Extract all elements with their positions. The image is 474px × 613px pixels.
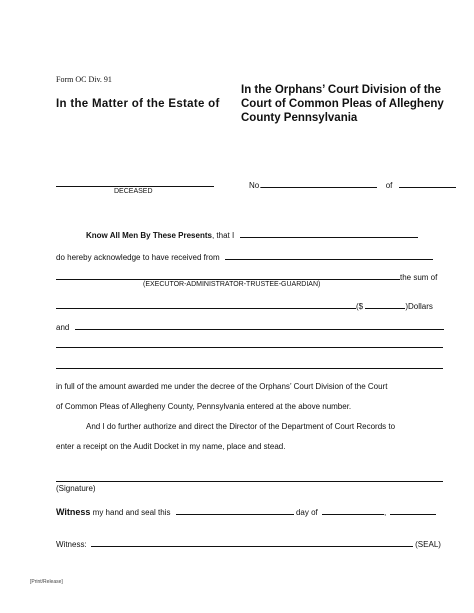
payer-name-field[interactable]: [225, 250, 433, 260]
case-number-field[interactable]: [261, 178, 377, 188]
no-label: No.: [249, 181, 262, 190]
court-line-2: Court of Common Pleas of Allegheny: [241, 98, 444, 110]
seal-day-field[interactable]: [176, 505, 294, 515]
deceased-label: DECEASED: [114, 188, 153, 195]
day-of-label: day of: [295, 508, 318, 517]
and-field[interactable]: [75, 320, 444, 330]
blank-line-1[interactable]: [56, 347, 443, 348]
case-number-row: [249, 178, 456, 190]
court-line-1: In the Orphans’ Court Division of the: [241, 84, 441, 96]
court-line-3: County Pennsylvania: [241, 112, 358, 124]
body-line-4: enter a receipt on the Audit Docket in my name, place and stead.: [56, 442, 286, 451]
witness-signature-field[interactable]: [91, 537, 413, 547]
sum-label: the sum of: [400, 273, 438, 282]
body-line-3: And I do further authorize and direct the Director of the Department of Court Records to: [86, 422, 396, 431]
case-term-field[interactable]: [399, 178, 456, 188]
seal-label: (SEAL): [415, 540, 441, 549]
witness-label: Witness:: [56, 540, 87, 549]
receiver-name-field[interactable]: [240, 228, 418, 238]
seal-year-field[interactable]: [390, 505, 436, 515]
matter-title: In the Matter of the Estate of: [56, 98, 220, 110]
witness-row: [56, 505, 436, 517]
deceased-name-line[interactable]: [56, 186, 214, 187]
know-all-row: [86, 228, 418, 240]
acknowledge-row: [56, 250, 433, 262]
seal-month-field[interactable]: [322, 505, 387, 517]
know-all-bold: Know All Men By These Presents: [86, 231, 212, 240]
and-label: and: [56, 323, 70, 332]
witness-text: my hand and seal this: [90, 508, 171, 517]
witness-bold: Witness: [56, 507, 91, 517]
signature-label: (Signature): [56, 484, 96, 493]
footer-stamp: [Print/Release]: [30, 579, 63, 585]
signature-line[interactable]: [56, 481, 443, 482]
role-label: (EXECUTOR-ADMINISTRATOR-TRUSTEE-GUARDIAN): [143, 281, 321, 288]
and-row: [56, 320, 444, 332]
comma-label: ,: [383, 508, 387, 517]
witness-sign-row: [56, 537, 441, 549]
dollars-row: [56, 299, 433, 311]
dollar-open: ($: [356, 302, 364, 311]
body-line-1: in full of the amount awarded me under the decree of the Orphans’ Court Division of the Court: [56, 382, 388, 391]
amount-words-field[interactable]: [56, 299, 356, 309]
body-line-2: of Common Pleas of Allegheny County, Pennsylvania entered at the above number.: [56, 402, 352, 411]
dollars-label: )Dollars: [405, 302, 433, 311]
of-label: of: [385, 181, 393, 190]
payer-detail-field[interactable]: [56, 270, 400, 280]
form-id: Form OC Div. 91: [56, 75, 112, 84]
blank-line-2[interactable]: [56, 368, 443, 369]
acknowledge-text: do hereby acknowledge to have received from: [56, 253, 220, 262]
know-all-rest: , that I: [211, 231, 235, 240]
amount-figure-field[interactable]: [365, 299, 405, 309]
